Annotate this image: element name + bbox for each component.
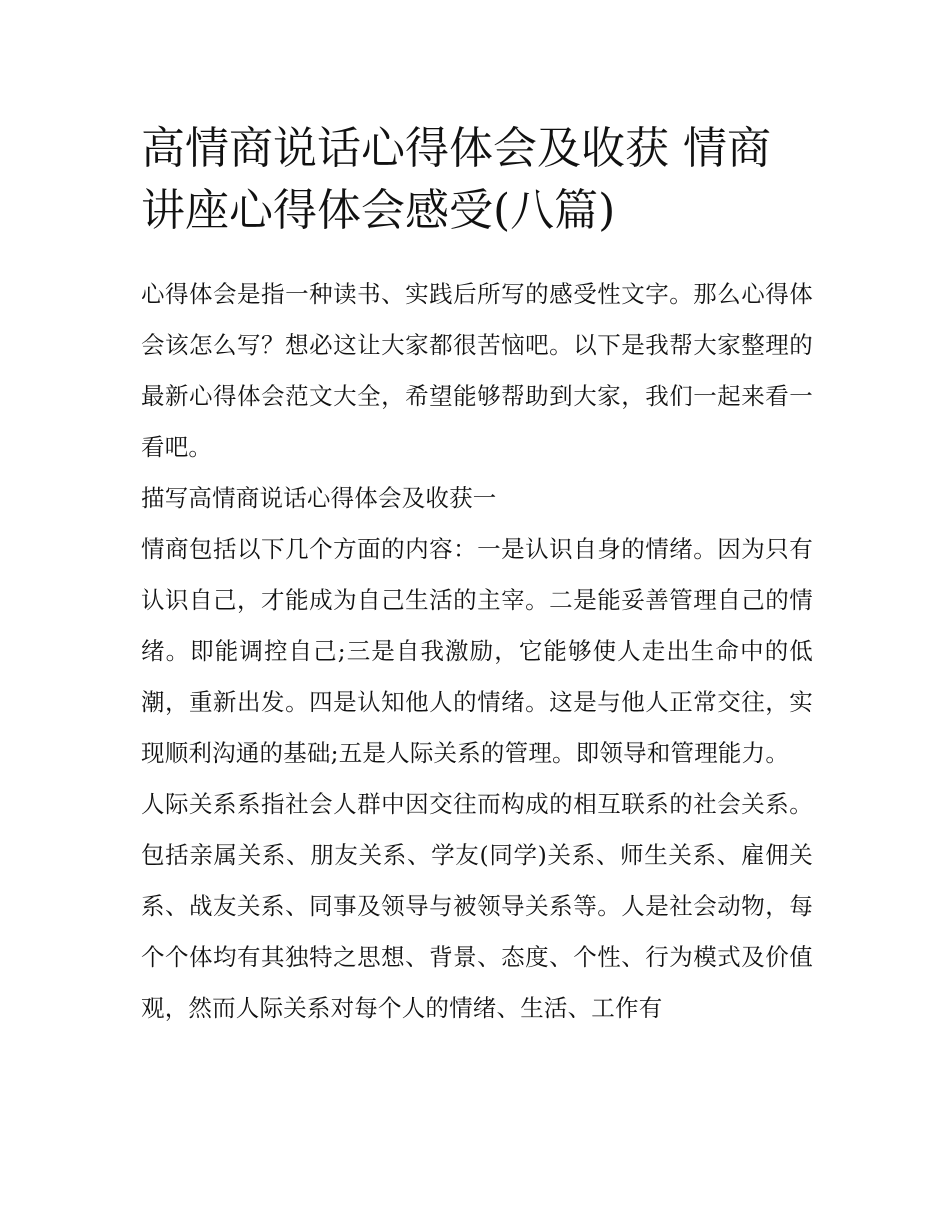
document-body (141, 269, 813, 1034)
body-paragraph-2: 人际关系系指社会人群中因交往而构成的相互联系的社会关系。包括亲属关系、朋友关系、学友(同学)关系、师生关系、雇佣关系、战友关系、同事及领导与被领导关系等。人是社会动物，每个个体均有其独特之思想、背景、态度、个性、行为模式及价值观，然而人际关系对每个人的情绪、生活、工作有 (141, 790, 813, 1022)
body-paragraph-1: 情商包括以下几个方面的内容：一是认识自身的情绪。因为只有认识自己，才能成为自己生活的主宰。二是能妥善管理自己的情绪。即能调控自己;三是自我激励，它能够使人走出生命中的低潮，重新出发。四是认知他人的情绪。这是与他人正常交往，实现顺利沟通的基础;五是人际关系的管理。即领导和管理能力。 (141, 535, 813, 767)
document-title: 高情商说话心得体会及收获 情商讲座心得体会感受(八篇) (141, 123, 771, 236)
section-heading: 描写高情商说话心得体会及收获一 (141, 484, 497, 512)
document-content (141, 118, 813, 1034)
intro-paragraph: 心得体会是指一种读书、实践后所写的感受性文字。那么心得体会该怎么写？想必这让大家都很苦恼吧。以下是我帮大家整理的最新心得体会范文大全，希望能够帮助到大家，我们一起来看一看吧。 (141, 280, 813, 461)
